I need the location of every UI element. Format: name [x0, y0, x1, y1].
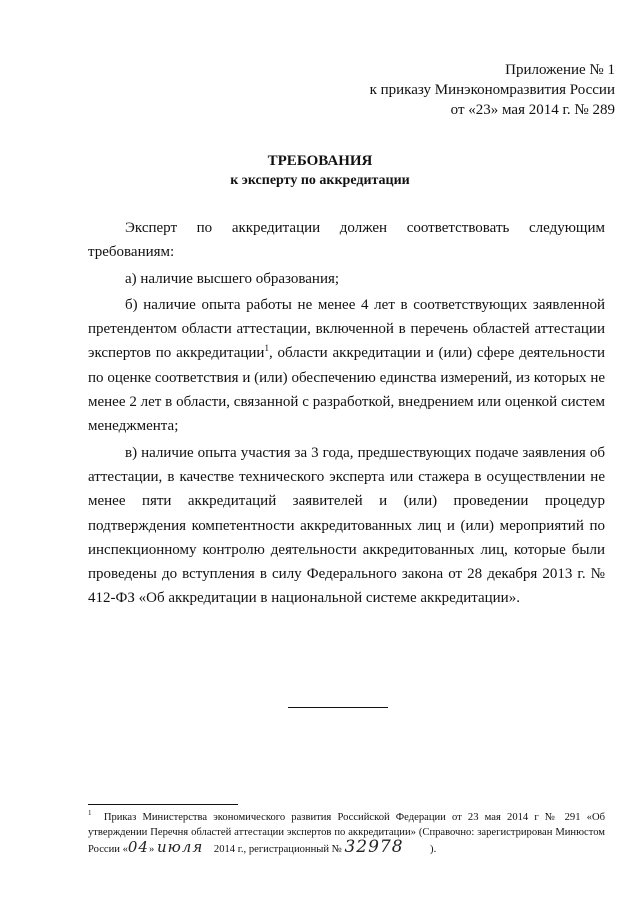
requirement-b	[88, 293, 605, 439]
document-body	[88, 216, 605, 611]
footnote-divider	[88, 804, 238, 805]
requirement-b-text-1: б) наличие опыта работы не менее 4 лет в соответствующих заявленной претендентом области аттестации, включенной в перечень областей аттестации экспертов по аккредитации	[88, 296, 605, 362]
appendix-header	[340, 60, 615, 120]
handwritten-registration-number: 32978	[344, 837, 404, 857]
requirement-b-text-2: , области аккредитации и (или) сфере деятельности по оценке соответствия и (или) обеспечению единства измерений, из которых не менее 2 лет в области, связанной с разработкой, внедрением или оценкой систем менеджмента;	[88, 345, 605, 435]
document-title: ТРЕБОВАНИЯ	[267, 153, 373, 169]
order-reference: к приказу Минэкономразвития России	[369, 82, 615, 98]
footnote-closing: ).	[430, 844, 437, 855]
footnote-quote-close: »	[148, 844, 155, 855]
footnote	[88, 811, 605, 858]
requirement-a: а) наличие высшего образования;	[125, 270, 340, 287]
requirement-v: в) наличие опыта участия за 3 года, предшествующих подаче заявления об аттестации, в качестве технического эксперта или стажера в осуществлении не менее пяти аккредитаций заявителей и (или) проведении процедур подтверждения компетентности аккредитованных лиц и (или) мероприятий по инспекционному контролю деятельности аккредитованных лиц, которые были проведены до вступления в силу Федерального закона от 28 декабря 2013 г. № 412-ФЗ «Об аккредитации в национальной системе аккредитации».	[88, 444, 605, 607]
footnote-mark: 1	[88, 809, 92, 817]
order-date: от «23» мая 2014 г. № 289	[450, 102, 615, 118]
footnote-year: 2014 г., регистрационный №	[213, 844, 342, 855]
intro-paragraph: Эксперт по аккредитации должен соответствовать следующим требованиям:	[88, 220, 605, 261]
handwritten-month: июля	[156, 838, 204, 856]
handwritten-day: 04	[127, 838, 149, 856]
document-subtitle: к эксперту по аккредитации	[230, 173, 410, 188]
footnote-paragraph	[88, 811, 605, 858]
footnote-text: Приказ Министерства экономического развития Российской Федерации от 23 мая 2014 г № 291 «Об утверждении Перечня областей аттестации экспертов по аккредитации» (Справочно: зарегистрирован Минюстом России «	[88, 812, 606, 855]
appendix-number: Приложение № 1	[505, 62, 615, 78]
footnote-reference: 1	[264, 343, 269, 354]
end-divider	[288, 707, 388, 708]
